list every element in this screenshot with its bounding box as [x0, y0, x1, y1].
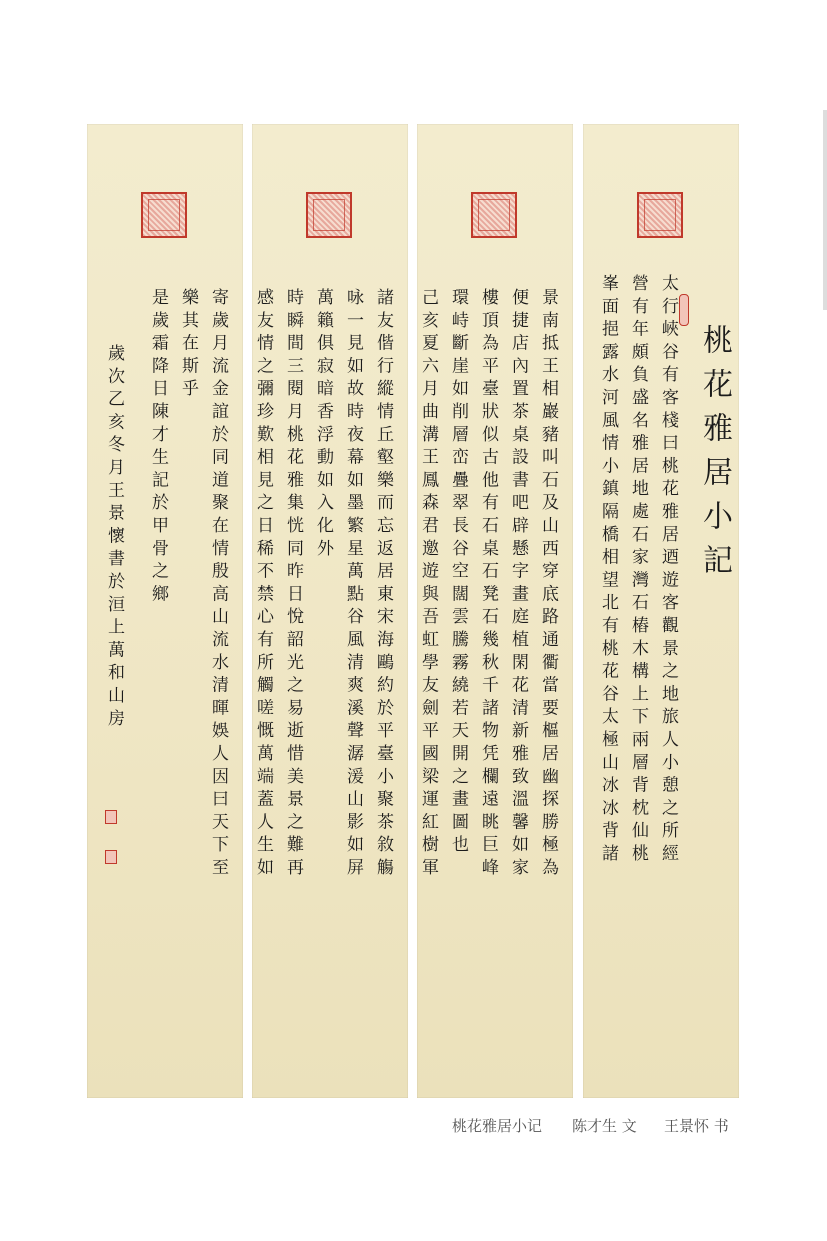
text-column: 便捷店內置茶桌設書吧辟懸字畫庭植閑花清新雅致溫馨如家 [508, 288, 528, 881]
small-seal-stamp [105, 810, 117, 824]
text-column: 環峙斷崖如削層峦疊翠長谷空闊雲騰霧繞若天開之畫圖也 [448, 288, 468, 858]
text-column: 峯面挹露水河風情小鎮隔橋相望北有桃花谷太極山冰冰背諸 [598, 274, 618, 867]
title-column: 桃花雅居小記 [697, 324, 732, 588]
caption-calligrapher: 王景怀 书 [664, 1117, 729, 1135]
text-column: 景南抵王相巖豬叫石及山西穿底路通衢當要樞居幽探勝極為 [538, 288, 558, 881]
caption [0, 1115, 827, 1137]
text-column: 時瞬間三閱月桃花雅集恍同昨日悅韶光之易逝惜美景之難再 [283, 288, 303, 881]
text-column: 營有年頗負盛名雅居地處石家灣石樁木構上下兩層背枕仙桃 [628, 274, 648, 867]
signature-column: 歲次乙亥冬月王景懷書於洹上萬和山房 [104, 344, 124, 732]
text-column: 樓頂為平臺狀似古他有石桌石凳石幾秋千諸物凭欄遠眺巨峰 [478, 288, 498, 881]
text-column: 諸友偕行縱情丘壑樂而忘返居東宋海鷗約於平臺小聚茶敘觴 [373, 288, 393, 881]
head-seal-stamp [679, 294, 689, 326]
text-column: 己亥夏六月曲溝王鳳森君邀遊與吾虹學友劍平國梁運紅樹軍 [418, 288, 438, 881]
seal-stamp-panel-3 [471, 192, 517, 238]
seal-stamp-panel-2 [306, 192, 352, 238]
text-column: 太行峽谷有客棧曰桃花雅居迺遊客觀景之地旅人小憩之所經 [658, 274, 678, 867]
text-column: 樂其在斯乎 [178, 288, 198, 402]
text-column: 感友情之彌珍歎相見之日稀不禁心有所觸嗟慨萬端蓋人生如 [253, 288, 273, 881]
small-seal-stamp [105, 850, 117, 864]
right-edge-strip [823, 110, 827, 310]
text-column: 寄歲月流金誼於同道聚在情殷高山流水清暉娛人因曰天下至 [208, 288, 228, 881]
caption-title: 桃花雅居小记 [452, 1117, 543, 1135]
caption-author: 陈才生 文 [572, 1117, 637, 1135]
text-column: 是歲霜降日陳才生記於甲骨之鄉 [148, 288, 168, 608]
seal-stamp-panel-4 [637, 192, 683, 238]
seal-stamp-panel-1 [141, 192, 187, 238]
text-column: 咏一見如故時夜幕如墨繁星萬點谷風清爽溪聲潺湲山影如屏 [343, 288, 363, 881]
text-column: 萬籟俱寂暗香浮動如入化外 [313, 288, 333, 562]
scroll-panel-3 [417, 124, 573, 1098]
scroll-panel-1 [87, 124, 243, 1098]
scroll-panel-4 [583, 124, 739, 1098]
scroll-panel-2 [252, 124, 408, 1098]
